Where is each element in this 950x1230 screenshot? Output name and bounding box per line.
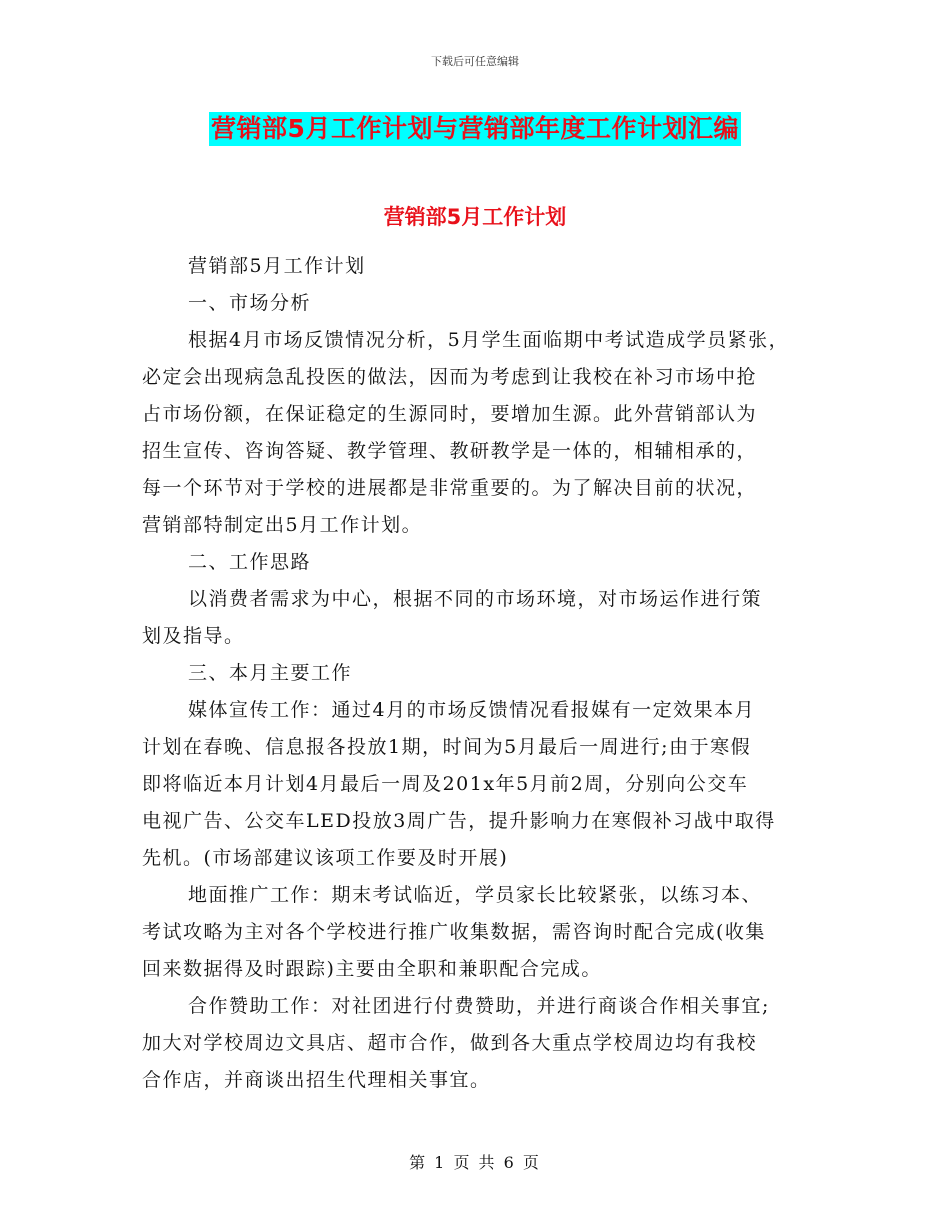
paragraph-line: 划及指导。 xyxy=(142,625,245,647)
paragraph-line: 占市场份额，在保证稳定的生源同时，要增加生源。此外营销部认为 xyxy=(142,403,758,425)
paragraph-line: 媒体宣传工作：通过4月的市场反馈情况看报媒有一定效果本月 xyxy=(188,699,756,721)
document-title: 营销部5月工作计划与营销部年度工作计划汇编 xyxy=(209,112,741,146)
paragraph-line: 营销部5月工作计划 xyxy=(188,255,366,277)
main-title-container xyxy=(0,112,950,146)
paragraph-line: 考试攻略为主对各个学校进行推广收集数据，需咨询时配合完成(收集 xyxy=(142,921,766,943)
paragraph-line: 根据4月市场反馈情况分析，5月学生面临期中考试造成学员紧张， xyxy=(188,329,790,351)
section-title: 营销部5月工作计划 xyxy=(383,205,567,229)
paragraph-line: 回来数据得及时跟踪)主要由全职和兼职配合完成。 xyxy=(142,958,602,980)
paragraph-line: 每一个环节对于学校的进展都是非常重要的。为了解决目前的状况， xyxy=(142,477,758,499)
paragraph-line: 即将临近本月计划4月最后一周及201x年5月前2周，分别向公交车 xyxy=(142,773,749,795)
paragraph-line: 三、本月主要工作 xyxy=(188,662,353,684)
paragraph-line: 电视广告、公交车LED投放3周广告，提升影响力在寒假补习战中取得 xyxy=(142,810,776,832)
paragraph-line: 营销部特制定出5月工作计划。 xyxy=(142,514,423,536)
paragraph-line: 地面推广工作：期末考试临近，学员家长比较紧张，以练习本、 xyxy=(188,884,763,906)
document-body xyxy=(142,248,830,1099)
paragraph-line: 一、市场分析 xyxy=(188,292,312,314)
paragraph-line: 计划在春晚、信息报各投放1期，时间为5月最后一周进行;由于寒假 xyxy=(142,736,752,758)
paragraph-line: 合作店，并商谈出招生代理相关事宜。 xyxy=(142,1069,491,1091)
paragraph-line: 加大对学校周边文具店、超市合作，做到各大重点学校周边均有我校 xyxy=(142,1032,758,1054)
page-header-note: 下载后可任意编辑 xyxy=(431,55,519,68)
page-footer: 第 1 页 共 6 页 xyxy=(409,1153,541,1172)
paragraph-line: 以消费者需求为中心，根据不同的市场环境，对市场运作进行策 xyxy=(188,588,763,610)
paragraph-line: 必定会出现病急乱投医的做法，因而为考虑到让我校在补习市场中抢 xyxy=(142,366,758,388)
paragraph-line: 先机。(市场部建议该项工作要及时开展) xyxy=(142,847,509,869)
paragraph-line: 二、工作思路 xyxy=(188,551,312,573)
paragraph-line: 合作赞助工作：对社团进行付费赞助，并进行商谈合作相关事宜; xyxy=(188,995,770,1017)
paragraph-line: 招生宣传、咨询答疑、教学管理、教研教学是一体的，相辅相承的， xyxy=(142,440,758,462)
